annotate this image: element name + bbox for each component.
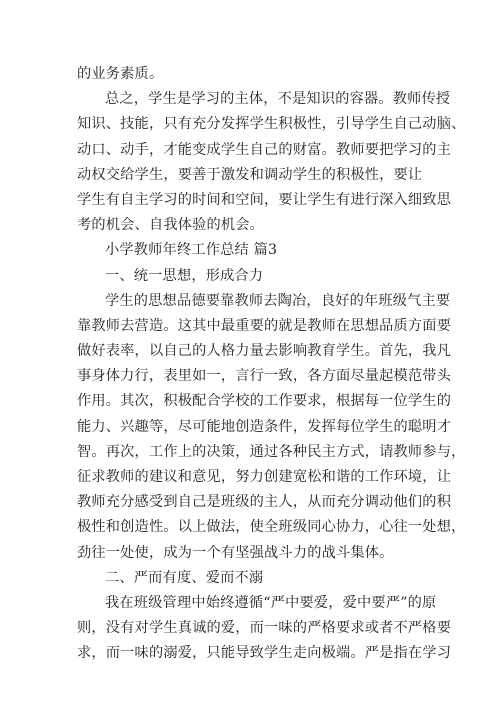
document-page	[77, 62, 466, 667]
text-line: 作用。其次，积极配合学校的工作要求，根据每一位学生的	[77, 393, 452, 410]
text-line: 求，而一味的溺爱，只能导致学生走向极端。严是指在学习	[77, 645, 452, 662]
text-line: 学生有自主学习的时间和空间，要让学生有进行深入细致思	[77, 191, 452, 208]
heading-unify-thought: 一、统一思想，形成合力	[105, 267, 264, 284]
text-line: 动权交给学生，要善于激发和调动学生的积极性，要让	[77, 166, 423, 183]
text-line: 知识、技能，只有充分发挥学生积极性，引导学生自己动脑、	[77, 116, 466, 133]
text-line: 能力、兴趣等，尽可能地创造条件，发挥每位学生的聪明才	[77, 418, 452, 435]
text-line: 考的机会、自我体验的机会。	[77, 217, 265, 234]
text-line: 靠教师去营造。这其中最重要的就是教师在思想品质方面要	[77, 317, 452, 334]
paragraph-start: 学生的思想品德要靠教师去陶冶，良好的年班级气主要	[105, 292, 451, 309]
text-line: 征求教师的建议和意见，努力创建宽松和谐的工作环境，让	[77, 469, 452, 485]
section-title: 小学教师年终工作总结 篇3	[105, 242, 278, 259]
text-line: 则，没有对学生真诚的爱，而一味的严格要求或者不严格要	[77, 620, 452, 637]
text-line: 智。再次，工作上的决策，通过各种民主方式，请教师参与，	[77, 443, 466, 460]
text-line: 动口、动手，才能变成学生自己的财富。教师要把学习的主	[77, 141, 452, 158]
text-line: 事身体力行，表里如一，言行一致，各方面尽量起模范带头	[77, 368, 452, 385]
text-line: 教师充分感受到自己是班级的主人，从而充分调动他们的积	[77, 494, 452, 511]
paragraph-summary-start: 总之，学生是学习的主体，不是知识的容器。教师传授	[105, 91, 451, 108]
text-line: 的业务素质。	[77, 66, 164, 82]
text-line: 极性和创造性。以上做法，使全班级同心协力，心往一处想，	[77, 519, 466, 536]
text-line: 劲往一处使，成为一个有坚强战斗力的战斗集体。	[77, 544, 394, 561]
heading-strict-and-caring: 二、严而有度、爱而不溺	[105, 569, 264, 586]
text-line: 做好表率，以自己的人格力量去影响教育学生。首先，我凡	[77, 343, 452, 360]
paragraph-start: 我在班级管理中始终遵循“严中要爱，爱中要严”的原	[105, 594, 437, 611]
